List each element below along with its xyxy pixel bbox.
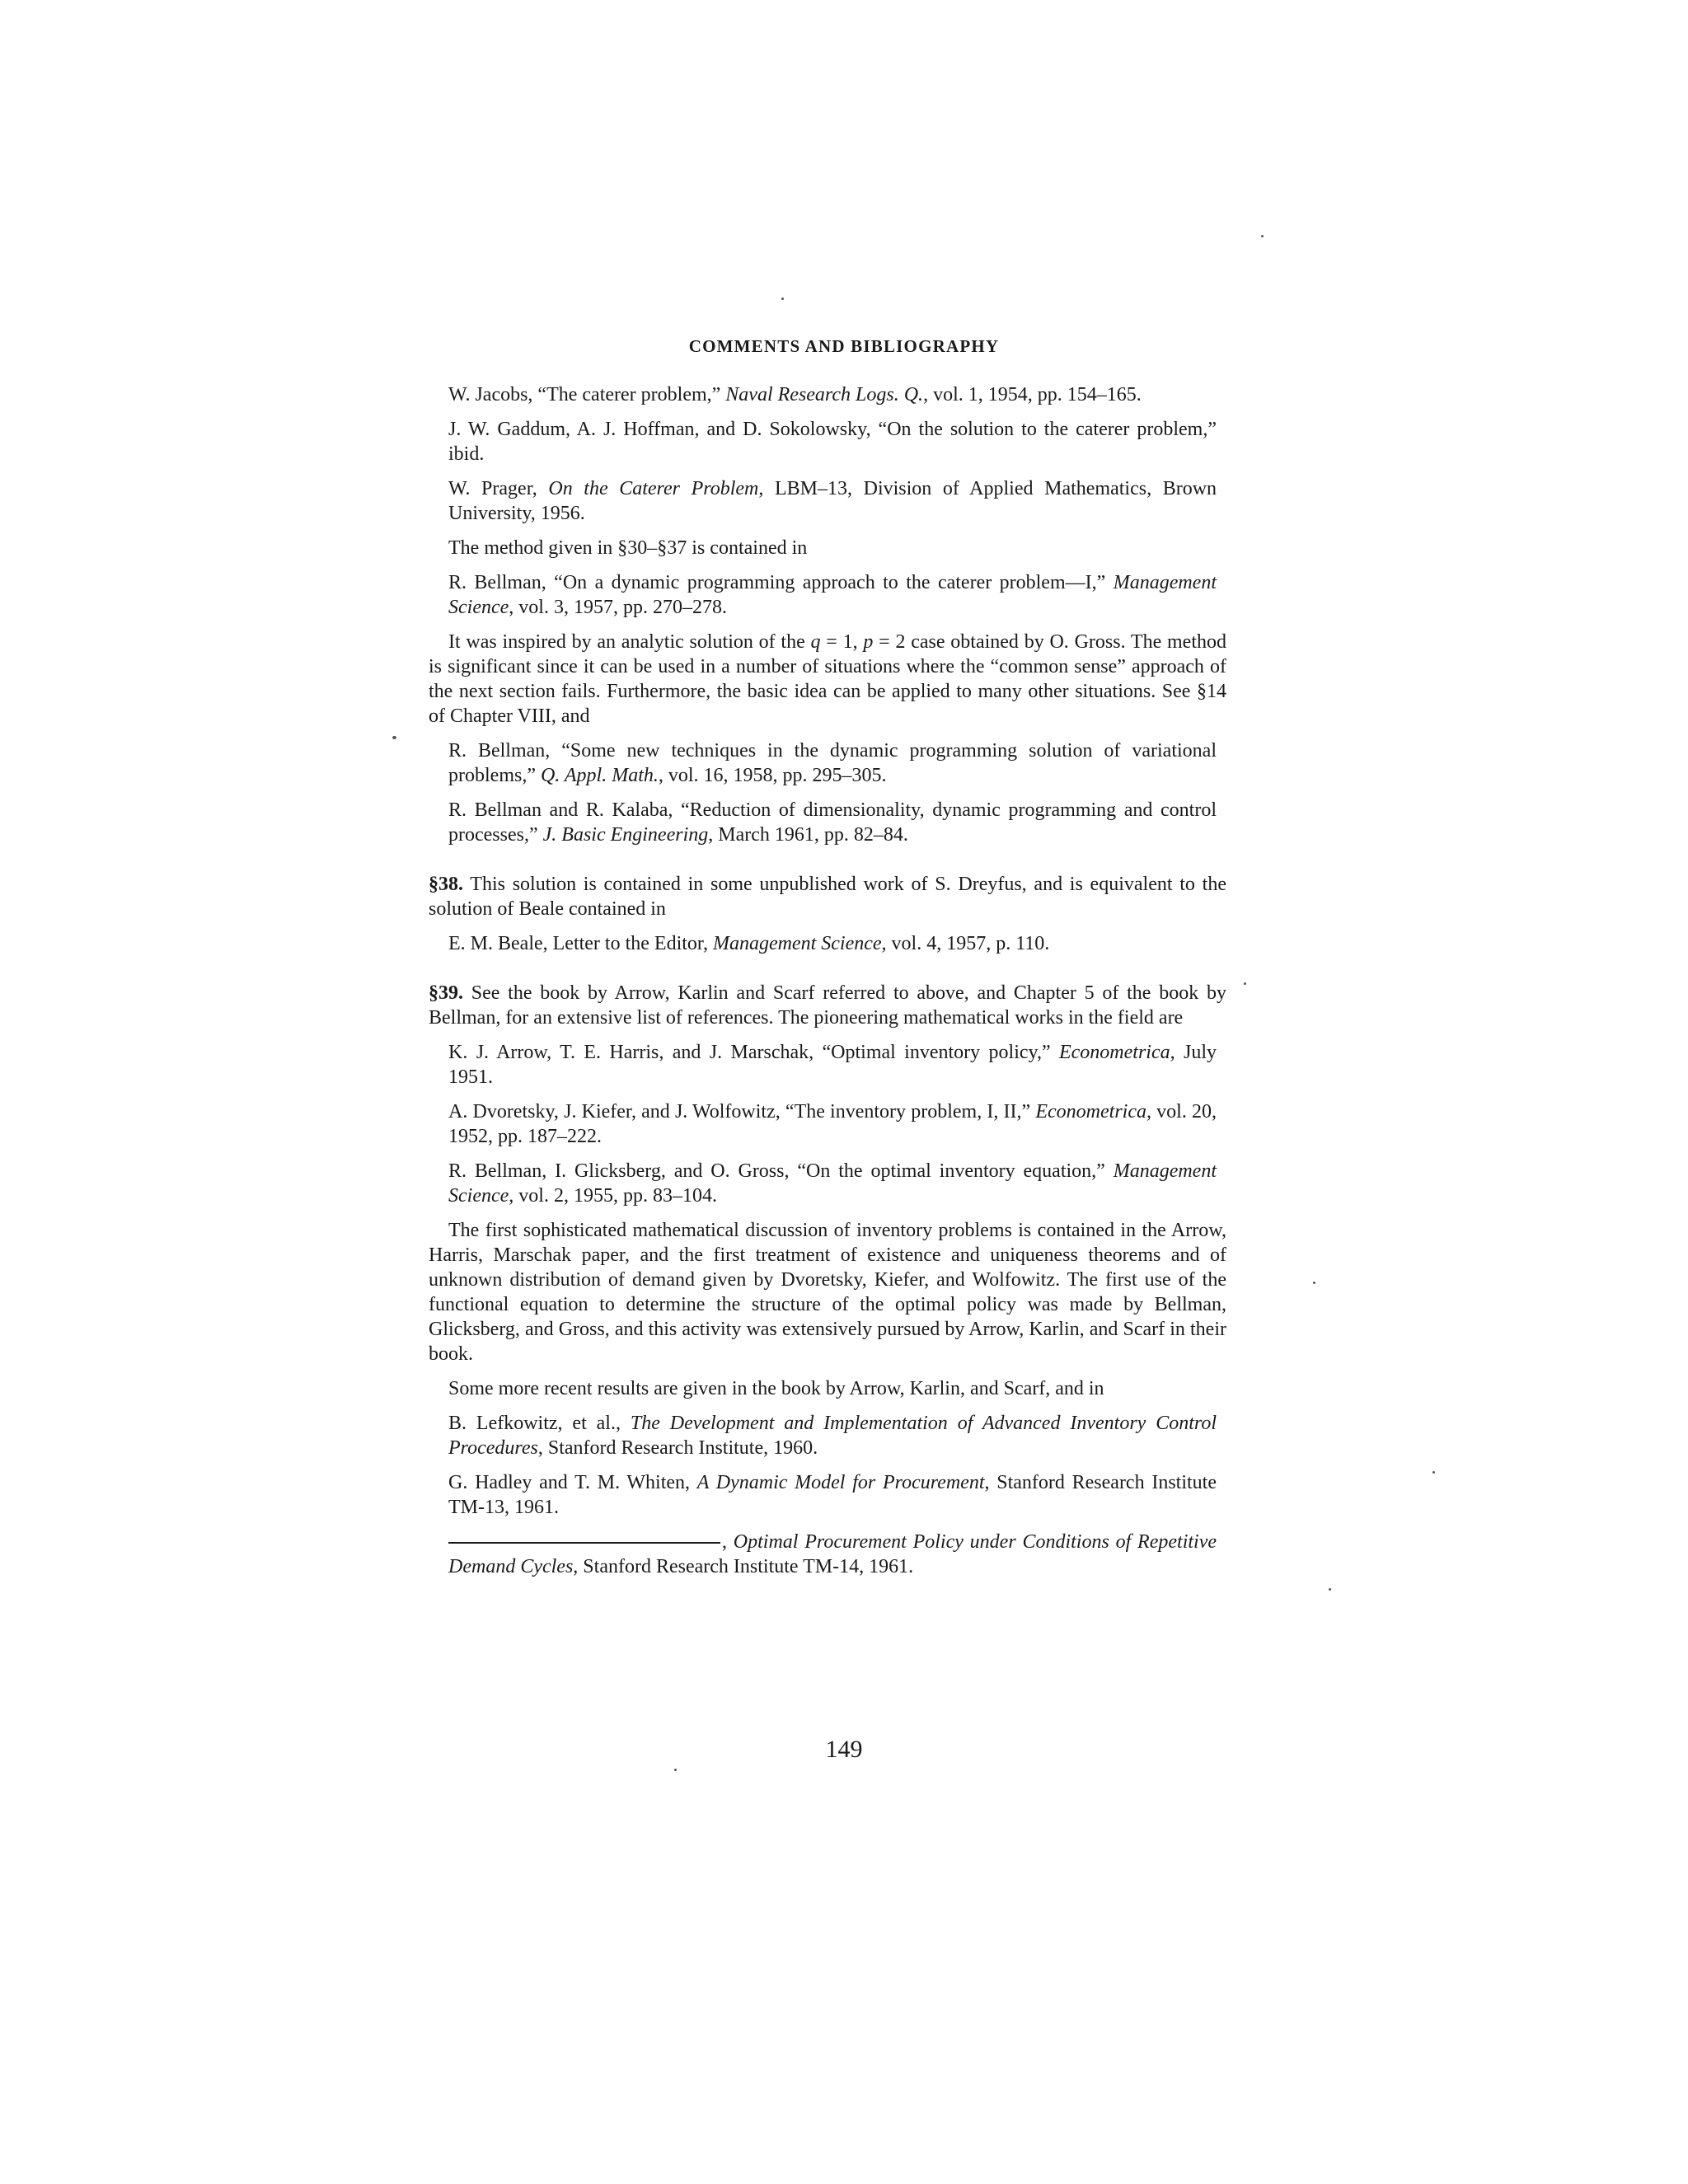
text-run: G. Hadley and T. M. Whiten, bbox=[448, 1472, 697, 1493]
text-run: = 1, bbox=[820, 631, 864, 653]
text-run: , Stanford Research Institute TM-14, 1961. bbox=[573, 1556, 914, 1577]
comment-paragraph bbox=[429, 1376, 1226, 1401]
text-run: , bbox=[722, 1531, 734, 1553]
text-run: , vol. 2, 1955, pp. 83–104. bbox=[509, 1185, 717, 1207]
bibliography-entry bbox=[429, 476, 1226, 526]
text-run: , vol. 1, 1954, pp. 154–165. bbox=[923, 384, 1142, 405]
text-run: R. Bellman, “On a dynamic programming approach to the caterer problem—I,” bbox=[448, 572, 1114, 593]
bibliography-entry bbox=[429, 931, 1226, 956]
italic-title: Management Science bbox=[448, 1160, 1217, 1207]
italic-title: Naval Research Logs. Q. bbox=[725, 384, 924, 405]
scan-speck bbox=[781, 298, 784, 300]
section-gap bbox=[429, 857, 1226, 872]
text-run: Some more recent results are given in the book by Arrow, Karlin, and Scarf, and in bbox=[448, 1378, 1104, 1399]
text-run: , vol. 20, 1952, pp. 187–222. bbox=[448, 1101, 1217, 1147]
italic-title: Econometrica bbox=[1058, 1042, 1170, 1063]
italic-title: p bbox=[863, 631, 874, 653]
bibliography-entry bbox=[429, 1099, 1226, 1149]
italic-title: Management Science bbox=[712, 933, 882, 954]
section-paragraph bbox=[429, 981, 1226, 1030]
text-run: , July 1951. bbox=[448, 1042, 1217, 1088]
italic-title: J. Basic Engineering bbox=[542, 824, 709, 846]
text-run: R. Bellman and R. Kalaba, “Reduction of dimensionality, dynamic programming and control processes,” bbox=[448, 799, 1217, 846]
text-run: R. Bellman, “Some new techniques in the dynamic programming solution of variational problems,” bbox=[448, 740, 1217, 786]
scan-speck bbox=[674, 1769, 677, 1771]
section-paragraph bbox=[429, 872, 1226, 921]
running-header: COMMENTS AND BIBLIOGRAPHY bbox=[688, 336, 1000, 356]
italic-title: The Development and Implementation of Advanced Inventory Control Procedures bbox=[448, 1413, 1217, 1459]
page-number: 149 bbox=[825, 1736, 863, 1763]
section-gap bbox=[429, 966, 1226, 981]
scan-speck bbox=[1313, 1282, 1315, 1284]
bibliography-body bbox=[429, 382, 1226, 1589]
scan-speck bbox=[392, 736, 396, 739]
text-run: B. Lefkowitz, et al., bbox=[448, 1413, 631, 1434]
scan-speck bbox=[1244, 982, 1246, 985]
text-run: W. Jacobs, “The caterer problem,” bbox=[448, 384, 726, 405]
text-run: J. W. Gaddum, A. J. Hoffman, and D. Sokolowsky, “On the solution to the caterer problem,” ibid. bbox=[448, 419, 1217, 465]
text-run: It was inspired by an analytic solution of the bbox=[448, 631, 811, 653]
text-run: E. M. Beale, Letter to the Editor, bbox=[448, 933, 713, 954]
section-label: §39. bbox=[429, 982, 463, 1004]
text-run: This solution is contained in some unpublished work of S. Dreyfus, and is equivalent to the solution of Beale contained in bbox=[429, 874, 1226, 920]
comment-paragraph bbox=[429, 1218, 1226, 1366]
text-run: The first sophisticated mathematical discussion of inventory problems is contained in the Arrow, Harris, Marschak paper, and the first treatment of existence and uniqueness theorems and of unknown distribution of demand given by Dvoretsky, Kiefer, and Wolfowitz. The first use of the functional equation to determine the structure of the optimal policy was made by Bellman, Glicksberg, and Gross, and this activity was extensively pursued by Arrow, Karlin, and Scarf in their book. bbox=[429, 1220, 1226, 1365]
text-run: , Stanford Research Institute, 1960. bbox=[537, 1437, 818, 1459]
comment-paragraph bbox=[429, 630, 1226, 729]
italic-title: Optimal Procurement Policy under Conditions of Repetitive Demand Cycles bbox=[448, 1531, 1217, 1577]
italic-title: A Dynamic Model for Procurement bbox=[696, 1472, 985, 1493]
bibliography-entry bbox=[429, 1530, 1226, 1579]
text-run: The method given in §30–§37 is contained in bbox=[448, 537, 808, 559]
italic-title: On the Caterer Problem bbox=[548, 478, 759, 499]
bibliography-entry bbox=[429, 1411, 1226, 1460]
text-run: , LBM–13, Division of Applied Mathematics, Brown University, 1956. bbox=[448, 478, 1217, 524]
text-run: , vol. 3, 1957, pp. 270–278. bbox=[509, 597, 727, 618]
bibliography-entry bbox=[429, 798, 1226, 847]
bibliography-entry bbox=[429, 1470, 1226, 1520]
italic-title: Q. Appl. Math. bbox=[540, 765, 659, 786]
ditto-rule bbox=[448, 1542, 720, 1544]
text-run: See the book by Arrow, Karlin and Scarf referred to above, and Chapter 5 of the book by Bellman, for an extensive list of references. The pioneering mathematical works in the field are bbox=[429, 982, 1226, 1029]
scan-speck bbox=[1329, 1588, 1331, 1591]
bibliography-entry bbox=[429, 382, 1226, 407]
text-run: , vol. 16, 1958, pp. 295–305. bbox=[658, 765, 887, 786]
bibliography-entry bbox=[429, 417, 1226, 466]
section-label: §38. bbox=[429, 874, 463, 895]
scan-speck bbox=[1432, 1471, 1435, 1474]
comment-paragraph bbox=[429, 536, 1226, 560]
italic-title: Econometrica bbox=[1035, 1101, 1146, 1122]
text-run: K. J. Arrow, T. E. Harris, and J. Marschak, “Optimal inventory policy,” bbox=[448, 1042, 1059, 1063]
scan-speck bbox=[1261, 235, 1264, 237]
text-run: , vol. 4, 1957, p. 110. bbox=[881, 933, 1050, 954]
text-run: , March 1961, pp. 82–84. bbox=[708, 824, 908, 846]
italic-title: q bbox=[810, 631, 821, 653]
italic-title: Management Science bbox=[448, 572, 1217, 618]
text-run: R. Bellman, I. Glicksberg, and O. Gross, “On the optimal inventory equation,” bbox=[448, 1160, 1114, 1182]
text-run: W. Prager, bbox=[448, 478, 549, 499]
text-run: = 2 case obtained by O. Gross. The method is significant since it can be used in a number of situations where the “common sense” approach of the next section fails. Furthermore, the basic idea can be applied to many other situations. See §14 of Chapter VIII, and bbox=[429, 631, 1226, 727]
bibliography-entry bbox=[429, 738, 1226, 788]
bibliography-entry bbox=[429, 1040, 1226, 1090]
bibliography-entry bbox=[429, 570, 1226, 620]
text-run: A. Dvoretsky, J. Kiefer, and J. Wolfowitz, “The inventory problem, I, II,” bbox=[448, 1101, 1036, 1122]
text-run: , Stanford Research Institute TM-13, 1961. bbox=[448, 1472, 1217, 1518]
bibliography-entry bbox=[429, 1159, 1226, 1208]
